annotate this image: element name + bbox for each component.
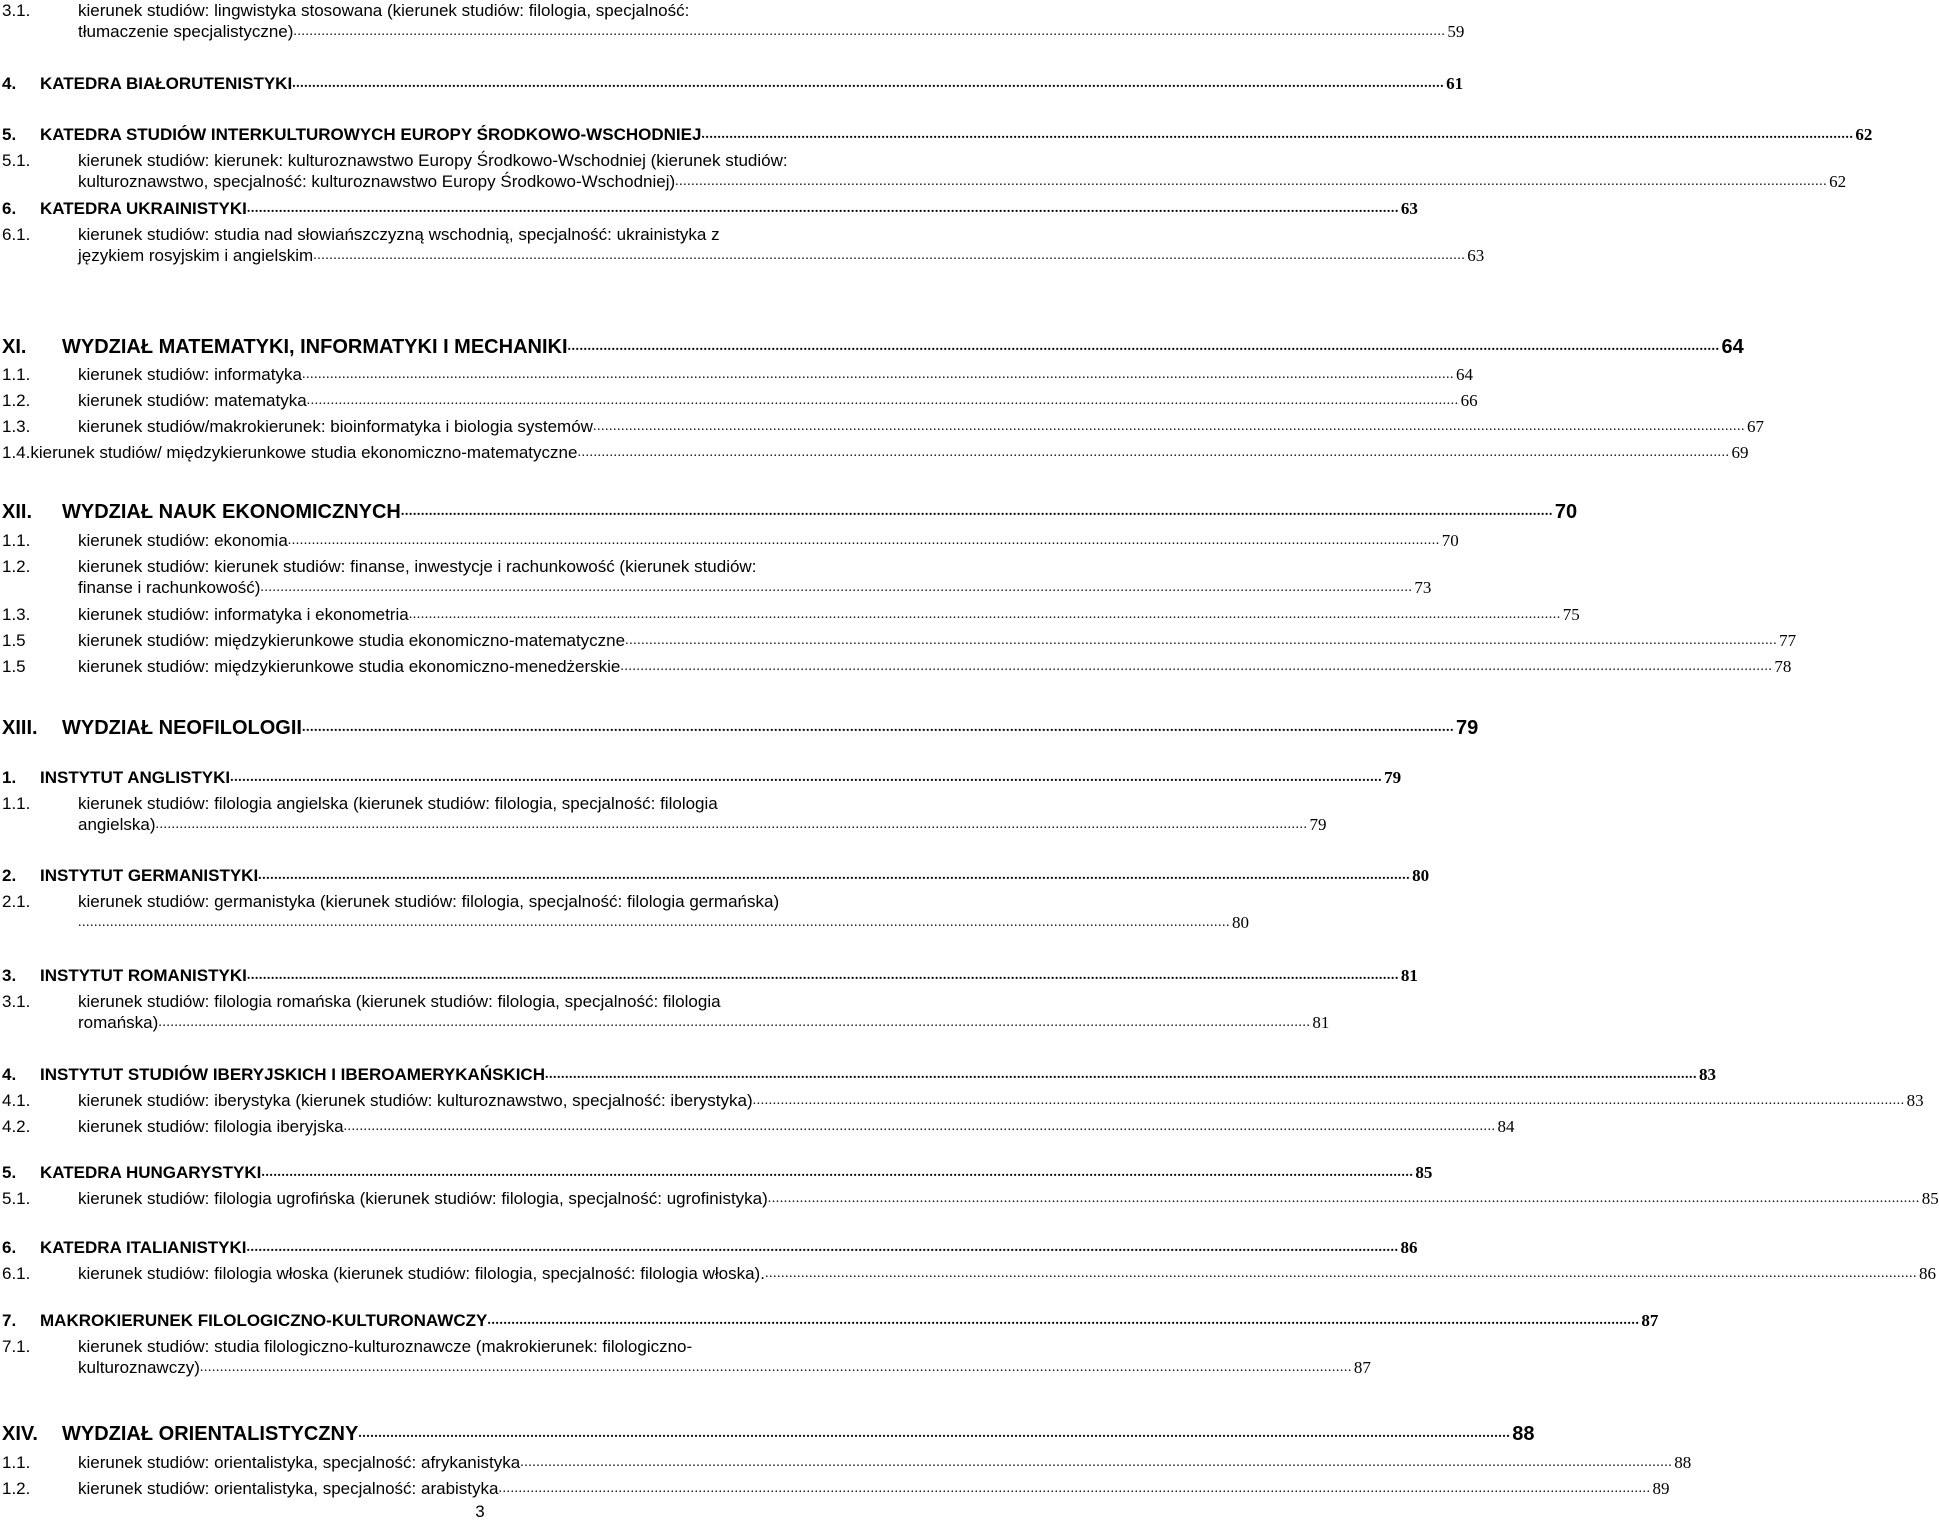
- toc-entry[interactable]: [0, 1162, 1433, 1183]
- toc-title: MAKROKIERUNEK FILOLOGICZNO-KULTURONAWCZY: [40, 1311, 488, 1330]
- toc-title: kierunek studiów: filologia angielska (kierunek studiów: filologia, specjalność: filologia: [78, 794, 718, 813]
- toc-number: 1.2.: [2, 1479, 31, 1498]
- toc-title: KATEDRA STUDIÓW INTERKULTUROWYCH EUROPY ŚRODKOWO-WSCHODNIEJ: [40, 125, 702, 144]
- toc-title-continued: kulturoznawstwo, specjalność: kulturoznawstwo Europy Środkowo-Wschodniej): [78, 172, 676, 191]
- toc-page-number: 81: [1400, 966, 1418, 985]
- toc-page-number: 59: [1447, 22, 1465, 41]
- dot-leader: [156, 814, 1308, 835]
- toc-entry[interactable]: [0, 716, 1479, 740]
- dot-leader: [568, 335, 1720, 359]
- toc-title: kierunek studiów: orientalistyka, specjalność: afrykanistyka: [78, 1453, 521, 1472]
- toc-number: 5.: [2, 1163, 17, 1182]
- toc-title: kierunek studiów: filologia romańska (kierunek studiów: filologia, specjalność: filologia: [78, 992, 721, 1011]
- toc-page-number: 80: [1412, 866, 1430, 885]
- toc-entry[interactable]: [0, 1116, 1515, 1137]
- toc-number: 1.: [2, 768, 17, 787]
- toc-entry[interactable]: [0, 630, 1797, 651]
- toc-number: 1.1.: [2, 531, 31, 550]
- toc-title: KATEDRA BIAŁORUTENISTYKI: [40, 74, 293, 93]
- dot-leader: [409, 604, 1561, 625]
- toc-page-number: 88: [1674, 1453, 1692, 1472]
- dot-leader: [230, 767, 1382, 788]
- toc-entry[interactable]: [0, 1310, 1659, 1331]
- toc-title: kierunek studiów: orientalistyka, specjalność: arabistyka: [78, 1479, 499, 1498]
- dot-leader: [247, 1237, 1399, 1258]
- toc-entry[interactable]: [0, 442, 1749, 463]
- toc-title: kierunek studiów: międzykierunkowe studia ekonomiczno-menedżerskie: [78, 657, 621, 676]
- toc-entry[interactable]: [0, 656, 1792, 677]
- dot-leader: [498, 1478, 1650, 1499]
- toc-entry[interactable]: [0, 891, 1249, 933]
- toc-entry[interactable]: [0, 1336, 1371, 1378]
- toc-title-continued: finanse i rachunkowość): [78, 578, 261, 597]
- toc-title: kierunek studiów/makrokierunek: bioinformatyka i biologia systemów: [78, 417, 593, 436]
- toc-number: 1.1.: [2, 1453, 31, 1472]
- toc-entry[interactable]: [0, 991, 1330, 1033]
- toc-title: kierunek studiów: studia nad słowiańszczyzną wschodnią, specjalność: ukrainistyka z: [78, 225, 720, 244]
- toc-number: 5.1.: [2, 1189, 31, 1208]
- toc-title-continued: romańska): [78, 1013, 159, 1032]
- dot-leader: [200, 1357, 1352, 1378]
- toc-title: KATEDRA HUNGARYSTYKI: [40, 1163, 262, 1182]
- toc-entry[interactable]: [0, 965, 1418, 986]
- toc-title: kierunek studiów: filologia iberyjska: [78, 1117, 344, 1136]
- toc-number: 4.: [2, 1065, 17, 1084]
- dot-leader: [577, 442, 1729, 463]
- toc-number: 4.2.: [2, 1117, 31, 1136]
- toc-title: INSTYTUT GERMANISTYKI: [40, 866, 259, 885]
- dot-leader: [292, 73, 1444, 94]
- toc-entry[interactable]: [0, 1478, 1670, 1499]
- toc-entry[interactable]: [0, 0, 1465, 42]
- toc-number: 1.5: [2, 657, 26, 676]
- toc-page-number: 61: [1446, 74, 1464, 93]
- dot-leader: [545, 1064, 1697, 1085]
- toc-page-number: 70: [1441, 531, 1459, 550]
- toc-number: 6.: [2, 1238, 17, 1257]
- toc-page-number: 62: [1855, 125, 1873, 144]
- toc-number: XI.: [2, 336, 27, 358]
- toc-title: kierunek studiów: międzykierunkowe studia ekonomiczno-matematyczne: [78, 631, 626, 650]
- toc-entry[interactable]: [0, 530, 1459, 551]
- dot-leader: [302, 364, 1454, 385]
- toc-entry[interactable]: [0, 1263, 1936, 1284]
- toc-title: kierunek studiów/ międzykierunkowe studia ekonomiczno-matematyczne: [30, 443, 578, 462]
- toc-number: 1.3.: [2, 417, 31, 436]
- toc-entry[interactable]: [0, 73, 1464, 94]
- toc-page-number: 73: [1414, 578, 1432, 597]
- dot-leader: [358, 1422, 1510, 1446]
- toc-number: 4.: [2, 74, 17, 93]
- dot-leader: [247, 965, 1399, 986]
- toc-page-number: 88: [1512, 1423, 1535, 1445]
- page-number: 3: [475, 1502, 485, 1521]
- toc-page-number: 86: [1918, 1264, 1936, 1283]
- toc-page-number: 75: [1562, 605, 1580, 624]
- toc-number: 4.1.: [2, 1091, 31, 1110]
- dot-leader: [247, 198, 1399, 219]
- toc-page-number: 80: [1232, 913, 1249, 932]
- toc-entry[interactable]: [0, 556, 1432, 598]
- toc-page-number: 87: [1353, 1358, 1371, 1377]
- dot-leader: [288, 530, 1440, 551]
- toc-number: 1.2.: [2, 557, 31, 576]
- toc-entry[interactable]: [0, 865, 1430, 886]
- toc-page-number: 63: [1467, 246, 1485, 265]
- toc-title: kierunek studiów: informatyka i ekonometria: [78, 605, 409, 624]
- toc-page-number: 66: [1460, 391, 1478, 410]
- toc-entry[interactable]: [0, 364, 1473, 385]
- toc-number: 6.: [2, 199, 17, 218]
- toc-number: 3.: [2, 966, 17, 985]
- toc-title: kierunek studiów: kierunek studiów: finanse, inwestycje i rachunkowość (kierunek studiów:: [78, 557, 757, 576]
- toc-page-number: 83: [1699, 1065, 1716, 1084]
- toc-title: kierunek studiów: ekonomia: [78, 531, 288, 550]
- toc-number: 3.1.: [2, 992, 31, 1011]
- dot-leader: [261, 1162, 1413, 1183]
- toc-page-number: 64: [1455, 365, 1473, 384]
- dot-leader: [401, 500, 1553, 524]
- toc-title: WYDZIAŁ MATEMATYKI, INFORMATYKI I MECHANIKI: [62, 336, 568, 358]
- dot-leader: [768, 1188, 1920, 1209]
- toc-number: 5.1.: [2, 151, 31, 170]
- toc-number: 6.1.: [2, 225, 31, 244]
- toc-number: 7.1.: [2, 1337, 31, 1356]
- toc-title: kierunek studiów: filologia włoska (kierunek studiów: filologia, specjalność: filologia włoska).: [78, 1264, 765, 1283]
- toc-number: 2.1.: [2, 892, 31, 911]
- toc-title: WYDZIAŁ ORIENTALISTYCZNY: [62, 1423, 359, 1445]
- dot-leader: [487, 1310, 1639, 1331]
- toc-page-number: 85: [1415, 1163, 1433, 1182]
- dot-leader: [158, 1012, 1310, 1033]
- toc-page-number: 81: [1312, 1013, 1330, 1032]
- toc-page-number: 83: [1906, 1091, 1924, 1110]
- toc-title: KATEDRA ITALIANISTYKI: [40, 1238, 247, 1257]
- toc-entry[interactable]: [0, 793, 1327, 835]
- toc-number: 2.: [2, 866, 17, 885]
- dot-leader: [302, 716, 1454, 740]
- toc-entry[interactable]: [0, 604, 1580, 625]
- toc-entry[interactable]: [0, 390, 1478, 411]
- dot-leader: [313, 245, 1465, 266]
- dot-leader: [753, 1090, 1905, 1111]
- dot-leader: [344, 1116, 1496, 1137]
- dot-leader: [620, 656, 1772, 677]
- toc-entry[interactable]: [0, 198, 1418, 219]
- toc-number: 3.1.: [2, 1, 31, 20]
- toc-number: 1.1.: [2, 794, 31, 813]
- toc-entry[interactable]: [0, 150, 1847, 192]
- toc-title: WYDZIAŁ NAUK EKONOMICZNYCH: [62, 501, 401, 523]
- toc-entry[interactable]: [0, 335, 1744, 359]
- dot-leader: [675, 171, 1827, 192]
- toc-entry[interactable]: [0, 416, 1764, 437]
- toc-title: kierunek studiów: lingwistyka stosowana (kierunek studiów: filologia, specjalność:: [78, 1, 690, 20]
- toc-entry[interactable]: [0, 224, 1485, 266]
- toc-entry[interactable]: [0, 1064, 1716, 1085]
- toc-number: 1.3.: [2, 605, 31, 624]
- toc-page-number: 67: [1746, 417, 1764, 436]
- toc-number: 1.1.: [2, 365, 31, 384]
- toc-number: 1.5: [2, 631, 26, 650]
- toc-title: kierunek studiów: kierunek: kulturoznawstwo Europy Środkowo-Wschodniej (kierunek studiów:: [78, 151, 788, 170]
- toc-page-number: 87: [1641, 1311, 1659, 1330]
- toc-page-number: 89: [1652, 1479, 1670, 1498]
- toc-entry[interactable]: [0, 1237, 1418, 1258]
- toc-title: INSTYTUT ANGLISTYKI: [40, 768, 231, 787]
- toc-number: 7.: [2, 1311, 17, 1330]
- dot-leader: [520, 1452, 1672, 1473]
- toc-number: XII.: [2, 501, 33, 523]
- toc-entry[interactable]: [0, 124, 1873, 145]
- toc-page-number: 79: [1384, 768, 1402, 787]
- toc-entry[interactable]: [0, 1090, 1924, 1111]
- toc-page-number: 85: [1921, 1189, 1939, 1208]
- toc-title-continued: kulturoznawczy): [78, 1358, 200, 1377]
- dot-leader: [78, 912, 1230, 933]
- dot-leader: [765, 1263, 1917, 1284]
- toc-number: 1.4.: [2, 443, 31, 462]
- toc-title: kierunek studiów: filologia ugrofińska (kierunek studiów: filologia, specjalność: ugrofinistyka): [78, 1189, 768, 1208]
- toc-title: kierunek studiów: informatyka: [78, 365, 302, 384]
- toc-title: WYDZIAŁ NEOFILOLOGII: [62, 717, 302, 739]
- toc-title: kierunek studiów: matematyka: [78, 391, 307, 410]
- toc-entry[interactable]: [0, 767, 1402, 788]
- toc-page-number: 69: [1731, 443, 1749, 462]
- toc-title: kierunek studiów: germanistyka (kierunek studiów: filologia, specjalność: filologia germańska): [78, 892, 780, 911]
- toc-number: 5.: [2, 125, 17, 144]
- toc-title-continued: angielska): [78, 815, 156, 834]
- dot-leader: [260, 577, 1412, 598]
- toc-page-number: 79: [1455, 717, 1479, 739]
- dot-leader: [293, 21, 1445, 42]
- toc-number: 6.1.: [2, 1264, 31, 1283]
- toc-entry[interactable]: [0, 1422, 1535, 1446]
- toc-title-continued: tłumaczenie specjalistyczne): [78, 22, 294, 41]
- dot-leader: [593, 416, 1745, 437]
- toc-page-number: 86: [1400, 1238, 1418, 1257]
- toc-page-number: 79: [1309, 815, 1327, 834]
- toc-page-number: 63: [1400, 199, 1418, 218]
- toc-title: kierunek studiów: iberystyka (kierunek studiów: kulturoznawstwo, specjalność: iberystyka): [78, 1091, 753, 1110]
- toc-number: XIII.: [2, 717, 38, 739]
- toc-number: 1.2.: [2, 391, 31, 410]
- dot-leader: [625, 630, 1777, 651]
- toc-page-number: 70: [1554, 501, 1578, 523]
- toc-title: kierunek studiów: studia filologiczno-kulturoznawcze (makrokierunek: filologiczno-: [78, 1337, 693, 1356]
- toc-title: KATEDRA UKRAINISTYKI: [40, 199, 247, 218]
- toc-page-number: 78: [1774, 657, 1792, 676]
- dot-leader: [307, 390, 1459, 411]
- toc-page-number: 84: [1497, 1117, 1515, 1136]
- toc-title-continued: językiem rosyjskim i angielskim: [78, 246, 314, 265]
- toc-entry[interactable]: [0, 1188, 1939, 1209]
- toc-entry[interactable]: [0, 1452, 1692, 1473]
- toc-page-number: 62: [1829, 172, 1847, 191]
- toc-title: INSTYTUT STUDIÓW IBERYJSKICH I IBEROAMERYKAŃSKICH: [40, 1065, 545, 1084]
- dot-leader: [701, 124, 1853, 145]
- toc-page-number: 77: [1779, 631, 1797, 650]
- toc-entry[interactable]: [0, 500, 1578, 524]
- dot-leader: [258, 865, 1410, 886]
- toc-page-number: 64: [1721, 336, 1744, 358]
- toc-number: XIV.: [2, 1423, 38, 1445]
- toc-title: INSTYTUT ROMANISTYKI: [40, 966, 247, 985]
